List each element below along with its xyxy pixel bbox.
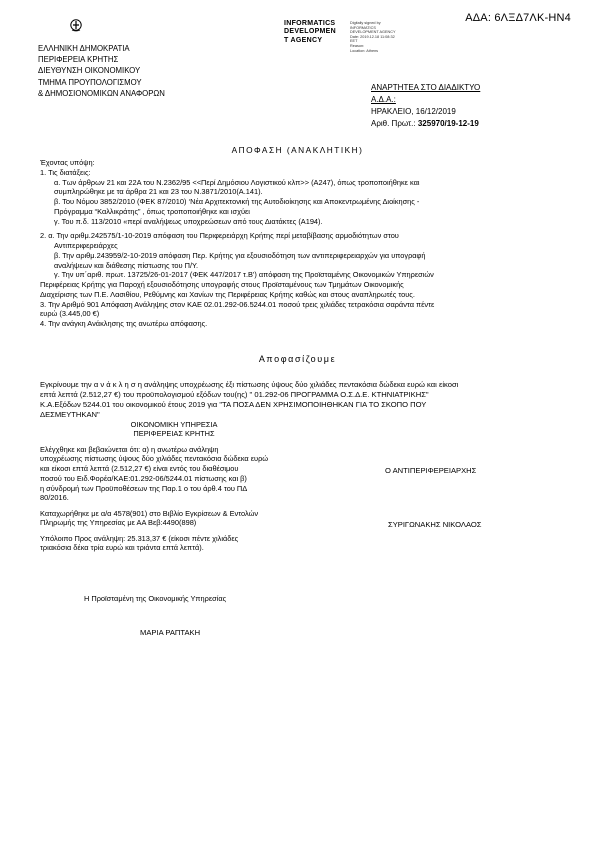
item-4-line: 4. Την ανάγκη Ανάκλησης της ανωτέρω απόφασης.	[40, 319, 208, 328]
authority-line: & ΔΗΜΟΣΙΟΝΟΜΙΚΩΝ ΑΝΑΦΟΡΩΝ	[38, 88, 165, 98]
stamp-line: DEVELOPMENT AGENCY	[350, 30, 396, 35]
service-line: Ελέγχθηκε και βεβαιώνεται ότι: α) η ανωτέρω ανάληψη	[40, 444, 219, 454]
item-2-line: Αντιπεριφερειάρχες	[54, 241, 118, 250]
deputy-title: Ο ΑΝΤΙΠΕΡΙΦΕΡΕΙΑΡΧΗΣ	[385, 466, 477, 475]
considerations-intro: Έχοντας υπόψη:	[40, 158, 95, 167]
issuing-authority	[38, 43, 165, 99]
authority-line: ΤΜΗΜΑ ΠΡΟΥΠΟΛΟΓΙΣΜΟΥ	[38, 77, 142, 87]
protocol-line	[371, 118, 480, 130]
digital-signature-agency	[284, 20, 336, 45]
service-line: και είκοσι επτά λεπτά (2.512,27 €) είναι εντός του διαθέσιμου	[40, 464, 239, 473]
remaining-line: τριακόσια δέκα τρία ευρώ και τριάντα επτά λεπτά).	[40, 543, 204, 553]
greek-emblem-icon	[70, 18, 82, 32]
authority-line: ΔΙΕΥΘΥΝΣΗ ΟΙΚΟΝΟΜΙΚΟΥ	[38, 66, 141, 76]
item-1-line: α. Των άρθρων 21 και 22Α του Ν.2362/95 <<Περί Δημόσιου Λογιστικού κλπ>> (Α247), όπως τροποποιήθηκε και	[54, 177, 420, 187]
item-2-line: αναλήψεων και διάθεσης πίστωσης του Π/Υ.	[54, 260, 199, 270]
stamp-line: EET	[350, 39, 358, 44]
considerations	[40, 158, 560, 329]
decide-title: Αποφασίζουμε	[258, 354, 337, 364]
decision-line: Εγκρίνουμε την α ν ά κ λ η σ η ανάληψης υποχρέωσης έξι πίστωσης ύψους δύο χιλιάδες πεντακόσια δώδεκα ευρώ και είκοσι	[40, 380, 459, 389]
stamp-line: Date: 2019.12.18 11:08:32	[350, 34, 395, 39]
publish-label: ΑΝΑΡΤΗΤΕΑ ΣΤΟ ΔΙΑΔΙΚΤΥΟ	[371, 83, 481, 92]
agency-line: DEVELOPMEN	[284, 28, 337, 36]
decision-line: επτά λεπτά (2.512,27 €) του προϋπολογισμού εξόδων του(ης) " 01.292-06 ΠΡΟΓΡΑΜΜΑ Ο.Σ.Δ.Ε. ΚΤΗΝΙΑΤΡΙΚΗΣ"	[40, 389, 429, 399]
digital-signature-stamp	[350, 21, 396, 53]
service-line: η σύνδρομή των Προϋποθέσεων της Παρ.1 ο του άρθ.4 του ΠΔ	[40, 483, 248, 493]
stamp-line: INFORMATICS	[350, 25, 376, 30]
place-date: ΗΡΑΚΛΕΙΟ, 16/12/2019	[371, 107, 456, 116]
document-meta	[371, 82, 480, 130]
ada-header: ΑΔΑ: 6ΛΞΔ7ΛΚ-ΗΝ4	[465, 12, 571, 24]
item-2-line: Διαχείρισης των Π.Ε. Λασιθίου, Ρεθύμνης και Χανίων της Περιφέρειας Κρήτης καθώς και στους αναπληρωτές τους.	[40, 289, 415, 299]
decision-line: ΔΕΣΜΕΥΤΗΚΑΝ"	[40, 409, 100, 419]
service-title-1: ΟΙΚΟΝΟΜΙΚΗ ΥΠΗΡΕΣΙΑ	[130, 420, 218, 429]
stamp-line: Reason:	[350, 43, 365, 48]
stamp-line: Location: Athens	[350, 48, 379, 53]
agency-line: T AGENCY	[284, 36, 323, 44]
chief-name: ΜΑΡΙΑ ΡΑΠΤΑΚΗ	[140, 628, 201, 637]
item-2-line: Περιφέρειας Κρήτης για Παροχή εξουσιοδότησης υπογραφής στους Προϊσταμένους των Τμημάτων Οικονομικής	[40, 280, 404, 289]
item-3-line: ευρώ (3.445,00 €)	[40, 309, 100, 319]
item-2-line: 2. α. Την αριθμ.242575/1-10-2019 απόφαση του Περιφερειάρχη Κρήτης περί μεταβίβασης αρμοδιότητων στου	[40, 231, 399, 241]
stamp-line: Digitally signed by	[350, 21, 381, 25]
service-title-2: ΠΕΡΙΦΕΡΕΙΑΣ ΚΡΗΤΗΣ	[133, 429, 215, 439]
service-line: 80/2016.	[40, 493, 69, 503]
agency-line: INFORMATICS	[284, 20, 336, 27]
item-1-line: γ. Του π.δ. 113/2010 «περί αναλήψεως υποχρεώσεων από τους Διατάκτες (Α194).	[54, 216, 323, 226]
item-1-line: συμπληρώθηκε με τα άρθρα 21 και 23 του Ν.3871/2010(Α.141).	[54, 187, 263, 197]
decision-line: Κ.Α.Εξόδων 5244.01 του οικονομικού έτους 2019 για "ΤΑ ΠΟΣΑ ΔΕΝ ΧΡΗΣΙΜΟΠΟΙΗΘΗΚΑΝ ΓΙΑ ΤΟ ΣΚΟΠΟ ΠΟΥ	[40, 399, 427, 409]
chief-title: Η Προϊσταμένη της Οικονομικής Υπηρεσίας	[84, 594, 227, 603]
item-2-line: β. Την αριθμ.243959/2-10-2019 απόφαση Περ. Κρήτης για εξουσιοδότηση των αντιπεριφερειαρχών για υπογραφή	[54, 250, 426, 260]
protocol-label: Αριθ. Πρωτ.:	[371, 119, 416, 128]
decision-text	[40, 380, 560, 420]
item-1-line: β. Του Νόμου 3852/2010 (ΦΕΚ 87/2010) ‘Νέα Αρχιτεκτονική της Αυτοδιοίκησης και Αποκεντρωμένης Διοίκησης -	[54, 197, 420, 206]
service-line: ποσού του Ειδ.Φορέα/ΚΑΕ:01.292-06/5244.01 πίστωσης και β)	[40, 473, 247, 483]
ada-label: Α.Δ.Α.:	[371, 95, 396, 104]
service-line: υποχρέωσης πίστωσης ύψους δύο χιλιάδες πεντακόσια δώδεκα ευρώ	[40, 454, 269, 464]
registered-line: Πληρωμής της Υπηρεσίας με ΑΑ Βεβ:4490(898)	[40, 518, 197, 528]
decision-title: ΑΠΟΦΑΣΗ (ΑΝΑΚΛΗΤΙΚΗ)	[231, 145, 364, 155]
item-1-header: 1. Τις διατάξεις:	[40, 167, 91, 177]
remaining-line: Υπόλοιπο Προς ανάληψη: 25.313,37 € (είκοσι πέντε χιλιάδες	[40, 533, 239, 543]
item-1-line: Πρόγραμμα “Καλλικράτης” , όπως τροποποιήθηκε και ισχύει	[54, 206, 250, 216]
item-2-line: γ. Την υπ΄αριθ. πρωτ. 13725/26-01-2017 (ΦΕΚ 447/2017 τ.Β') απόφαση της Προϊσταμένης Οικονομικών Υπηρεσιών	[54, 270, 434, 280]
deputy-name: ΣΥΡΙΓΩΝΑΚΗΣ ΝΙΚΟΛΑΟΣ	[388, 520, 482, 529]
authority-line: ΕΛΛΗΝΙΚΗ ΔΗΜΟΚΡΑΤΙΑ	[38, 44, 130, 53]
protocol-value: 325970/19-12-19	[417, 119, 479, 128]
authority-line: ΠΕΡΙΦΕΡΕΙΑ ΚΡΗΤΗΣ	[38, 55, 119, 65]
financial-service-block	[40, 420, 308, 553]
item-3-line: 3. Την Αριθμό 901 Απόφαση Ανάληψης στον ΚΑΕ 02.01.292-06.5244.01 ποσού τρεις χιλιάδες τετρακόσια σαράντα πέντε	[40, 299, 435, 309]
registered-line: Καταχωρήθηκε με α/α 4578(901) στο Βιβλίο Εγκρίσεων & Εντολών	[40, 508, 259, 518]
